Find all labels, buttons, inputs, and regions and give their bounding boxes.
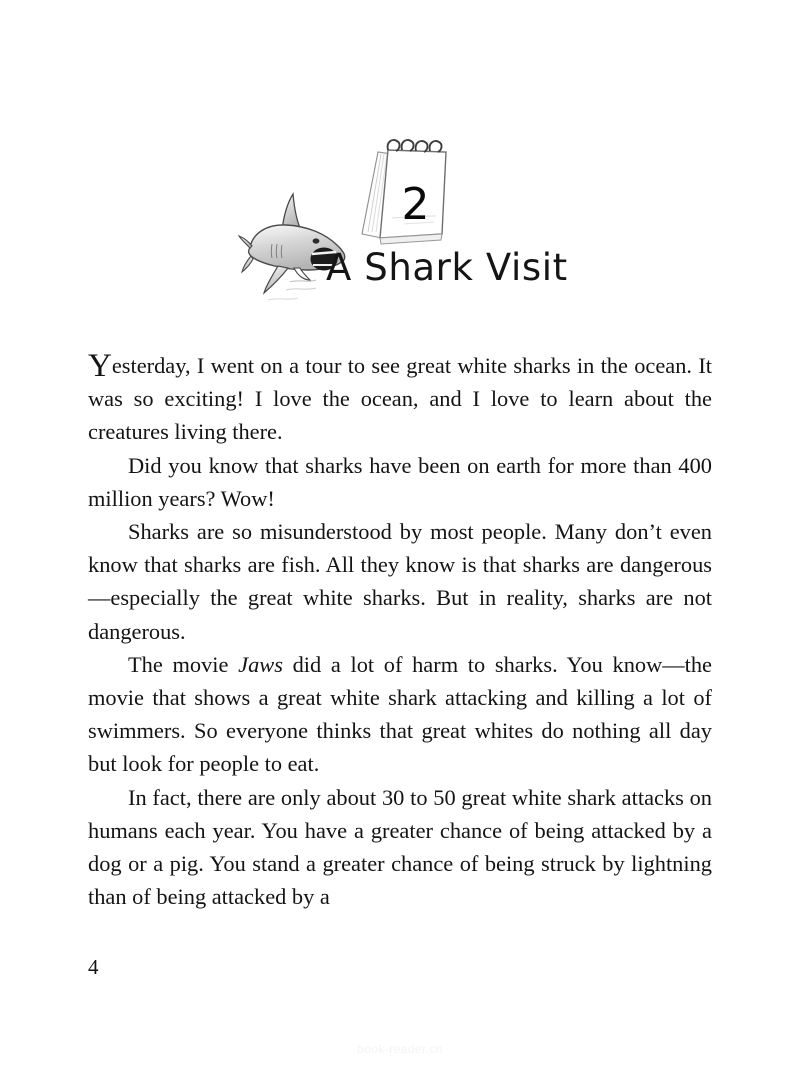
movie-title-jaws: Jaws	[238, 651, 283, 677]
chapter-number: 2	[401, 178, 429, 230]
raised-cap: Y	[88, 348, 112, 384]
body-paragraph-3: Sharks are so misunderstood by most people. Many don’t even know that sharks are fish. All they know is that sharks are dangerous—especially the great white sharks. But in reality, sharks are not dangerous.	[88, 519, 712, 644]
paragraph-4-text-before: The movie	[128, 651, 239, 677]
site-watermark: book-reader.cn	[357, 1042, 443, 1056]
page-body	[88, 349, 712, 913]
body-paragraph-2: Did you know that sharks have been on earth for more than 400 million years? Wow!	[88, 452, 712, 511]
paragraph-1-text: esterday, I went on a tour to see great white sharks in the ocean. It was so exciting! I love the ocean, and I love to learn about the creatures living there.	[88, 353, 712, 445]
chapter-title: A Shark Visit	[326, 246, 568, 289]
body-paragraph-1	[88, 349, 712, 449]
chapter-header	[0, 128, 800, 308]
page-number: 4	[88, 955, 99, 979]
body-paragraph-5: In fact, there are only about 30 to 50 great white shark attacks on humans each year. You have a greater chance of being attacked by a dog or a pig. You stand a greater chance of being struck by lightning than of being attacked by a	[88, 784, 712, 910]
body-paragraph-4	[88, 648, 712, 781]
paragraph-4-text-after: did a lot of harm to sharks. You know—the movie that shows a great white shark attacking and killing a lot of swimmers. So everyone thinks that great whites do nothing all day but look for people to eat.	[88, 651, 712, 777]
